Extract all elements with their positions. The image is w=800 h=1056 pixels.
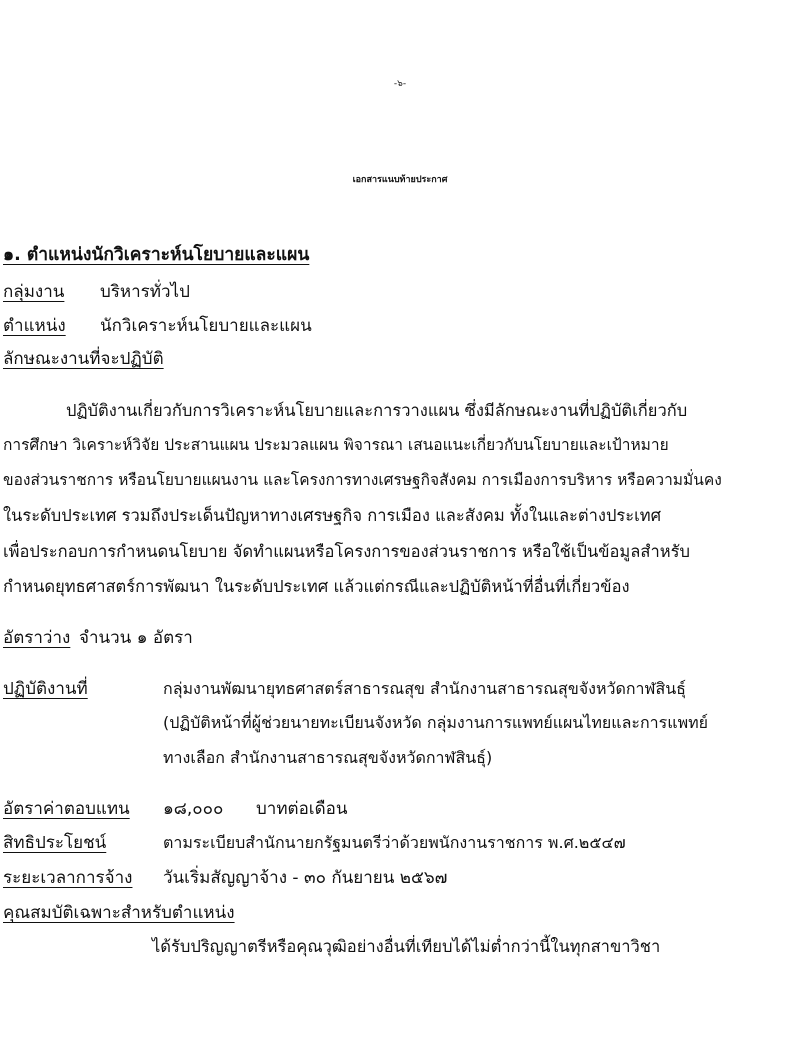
qualifications-value: ได้รับปริญญาตรีหรือคุณวุฒิอย่างอื่นที่เทียบได้ไม่ต่ำกว่านี้ในทุกสาขาวิชา [152,937,661,956]
document-title: เอกสารแนบท้ายประกาศ [352,175,448,185]
duties-line: ปฏิบัติงานเกี่ยวกับการวิเคราะห์นโยบายและการวางแผน ซึ่งมีลักษณะงานที่ปฏิบัติเกี่ยวกับ [66,401,688,420]
vacancy-label: อัตราว่าง [3,628,71,648]
duties-line: การศึกษา วิเคราะห์วิจัย ประสานแผน ประมวลแผน พิจารณา เสนอแนะเกี่ยวกับนโยบายและเป้าหมาย [3,436,669,454]
duties-line: กำหนดยุทธศาสตร์การพัฒนา ในระดับประเทศ แล้วแต่กรณีและปฏิบัติหน้าที่อื่นที่เกี่ยวข้อง [3,577,630,596]
position-value: นักวิเคราะห์นโยบายและแผน [100,316,312,336]
qualifications-label: คุณสมบัติเฉพาะสำหรับตำแหน่ง [3,903,235,923]
salary-amount: ๑๘,๐๐๐ [163,799,224,819]
salary-label: อัตราค่าตอบแทน [3,799,130,819]
benefits-value: ตามระเบียบสำนักนายกรัฐมนตรีว่าด้วยพนักงานราชการ พ.ศ.๒๕๔๗ [163,833,626,852]
duties-heading: ลักษณะงานที่จะปฏิบัติ [3,349,164,369]
benefits-label: สิทธิประโยชน์ [3,833,107,853]
position-heading: ๑. ตำแหน่งนักวิเคราะห์นโยบายและแผน [3,245,310,265]
duties-line: ในระดับประเทศ รวมถึงประเด็นปัญหาทางเศรษฐกิจ การเมือง และสังคม ทั้งในและต่างประเทศ [3,506,662,525]
workplace-label: ปฏิบัติงานที่ [3,679,88,699]
period-value: วันเริ่มสัญญาจ้าง - ๓๐ กันยายน ๒๕๖๗ [163,868,448,888]
workplace-line: ทางเลือก สำนักงานสาธารณสุขจังหวัดกาฬสินธุ์) [163,748,493,767]
duties-line: ของส่วนราชการ หรือนโยบายแผนงาน และโครงการทางเศรษฐกิจสังคม การเมืองการบริหาร หรือความมั่นคง [3,471,722,489]
workplace-line: (ปฏิบัติหน้าที่ผู้ช่วยนายทะเบียนจังหวัด กลุ่มงานการแพทย์แผนไทยและการแพทย์ [163,713,709,732]
period-label: ระยะเวลาการจ้าง [3,868,133,888]
duties-line: เพื่อประกอบการกำหนดนโยบาย จัดทำแผนหรือโครงการของส่วนราชการ หรือใช้เป็นข้อมูลสำหรับ [3,542,690,561]
group-value: บริหารทั่วไป [100,282,190,302]
position-label: ตำแหน่ง [3,316,66,336]
salary-unit: บาทต่อเดือน [256,799,348,819]
vacancy-value: จำนวน ๑ อัตรา [79,628,193,648]
page-number: -๖- [393,79,407,89]
workplace-line: กลุ่มงานพัฒนายุทธศาสตร์สาธารณสุข สำนักงานสาธารณสุขจังหวัดกาฬสินธุ์ [163,679,686,698]
group-label: กลุ่มงาน [3,282,65,302]
